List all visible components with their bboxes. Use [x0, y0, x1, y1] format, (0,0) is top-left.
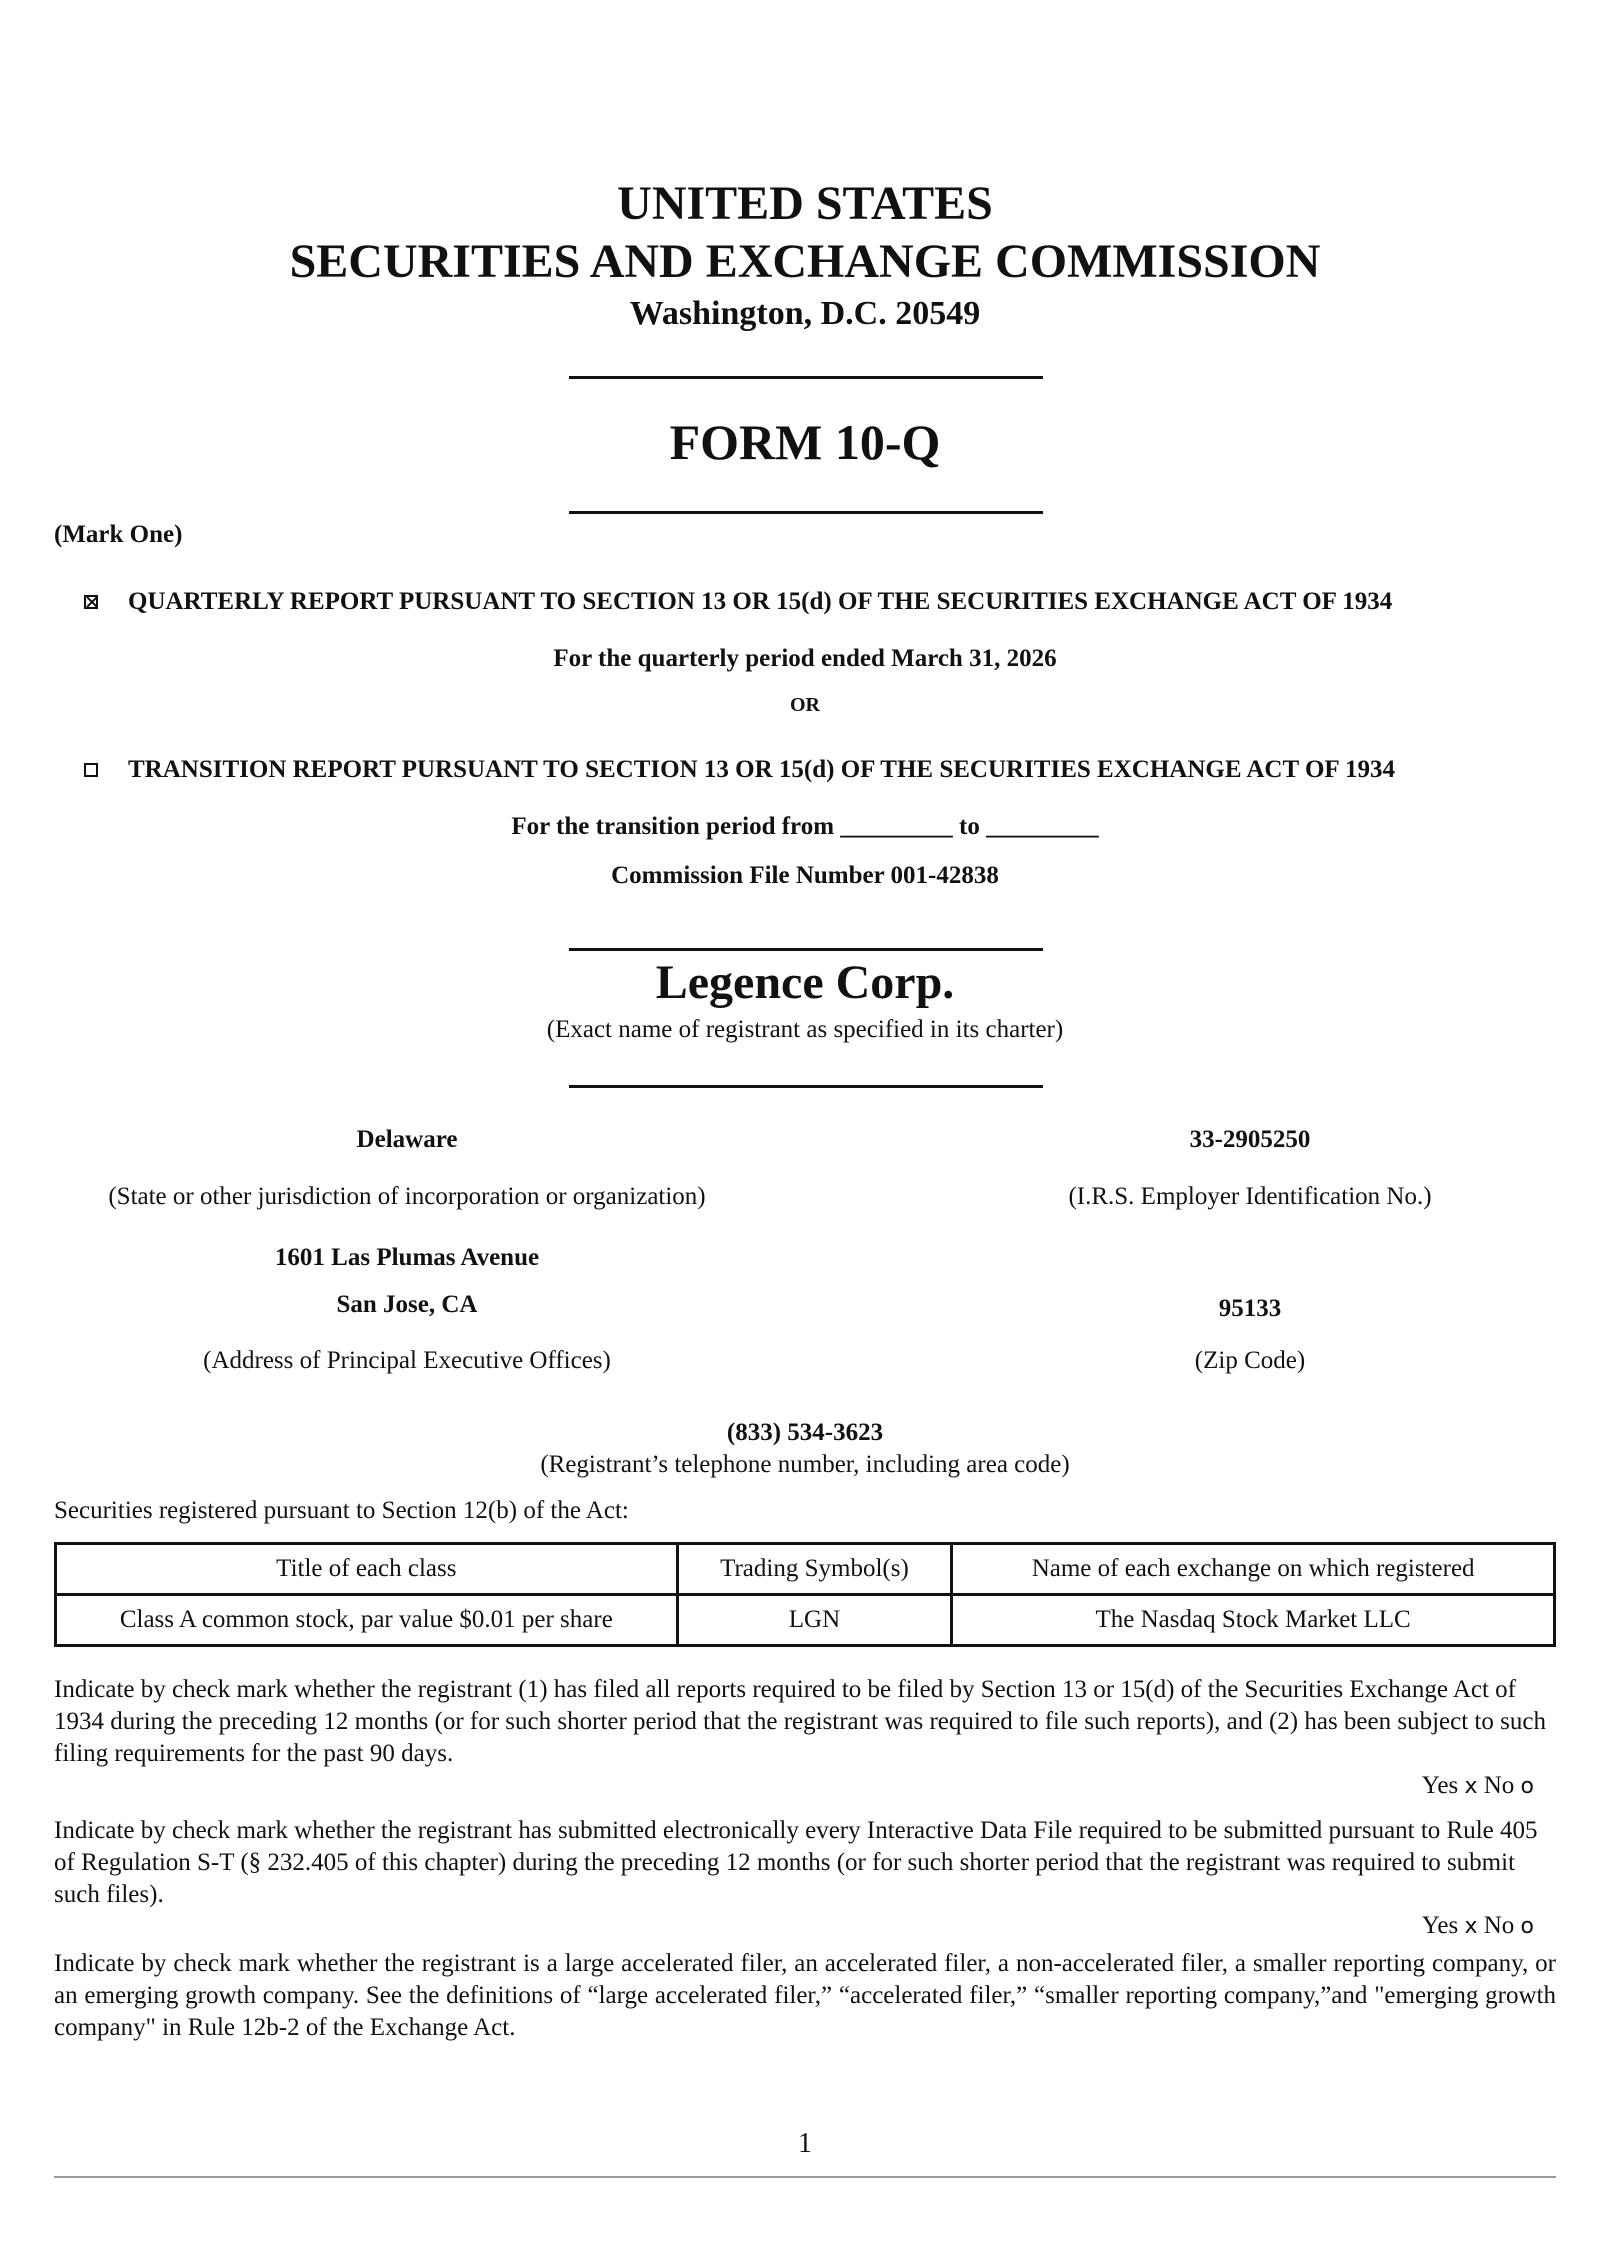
- zip-code: 95133: [1218, 1295, 1282, 1322]
- question-filer-status: Indicate by check mark whether the registrant is a large accelerated filer, an accelerated filer, a non-accelerated filer, a smaller reporting company, or an emerging growth company. See the definitions of “large accelerated filer,” “accelerated filer,” “smaller reporting company,”and "emerging growth company" in Rule 12b-2 of the Exchange Act.: [54, 1950, 1556, 2041]
- divider: [569, 948, 1043, 951]
- divider: [569, 376, 1043, 379]
- yes-label: Yes: [1421, 1772, 1459, 1799]
- or-separator: OR: [790, 694, 820, 716]
- quarterly-period: For the quarterly period ended March 31, 2026: [553, 645, 1057, 672]
- table-header-row: [56, 1544, 1555, 1595]
- no-label: No: [1483, 1912, 1515, 1939]
- irs-number: 33-2905250: [1189, 1126, 1311, 1153]
- address-caption: (Address of Principal Executive Offices): [203, 1347, 611, 1374]
- no-mark: o: [1520, 1774, 1534, 1799]
- table-cell: The Nasdaq Stock Market LLC: [952, 1595, 1555, 1646]
- divider: [569, 1085, 1043, 1088]
- page-number: 1: [798, 2128, 812, 2159]
- registrant-name: Legence Corp.: [655, 956, 955, 1009]
- header-agency: SECURITIES AND EXCHANGE COMMISSION: [289, 235, 1321, 288]
- unchecked-box-icon: [84, 763, 98, 777]
- question-interactive-data: Indicate by check mark whether the registrant has submitted electronically every Interactive Data File required to be submitted pursuant to Rule 405 of Regulation S-T (§ 232.405 of this chapter) during the preceding 12 months (or for such shorter period that the registrant was required to submit such files).: [54, 1817, 1538, 1908]
- address-line-2: San Jose, CA: [336, 1291, 478, 1318]
- interactive-data-answer: [1422, 1911, 1534, 1942]
- periodic-reports-answer: [1422, 1771, 1534, 1802]
- transition-period: For the transition period from _________ to _________: [511, 813, 1099, 840]
- transition-report-option: [84, 755, 1395, 785]
- no-label: No: [1483, 1772, 1515, 1799]
- registrant-name-caption: (Exact name of registrant as specified in its charter): [546, 1016, 1064, 1043]
- mark-one-label: (Mark One): [54, 521, 183, 548]
- securities-table: [54, 1542, 1556, 1647]
- securities-intro: Securities registered pursuant to Section 12(b) of the Act:: [54, 1497, 629, 1524]
- table-row: [56, 1595, 1555, 1646]
- no-mark: o: [1520, 1914, 1534, 1939]
- quarterly-report-label: QUARTERLY REPORT PURSUANT TO SECTION 13 OR 15(d) OF THE SECURITIES EXCHANGE ACT OF 1934: [128, 588, 1393, 615]
- yes-mark: x: [1464, 1914, 1478, 1939]
- quarterly-report-option: [84, 587, 1392, 617]
- divider: [569, 511, 1043, 514]
- checked-box-icon: [84, 595, 98, 609]
- table-cell: LGN: [677, 1595, 952, 1646]
- document-page: [54, 0, 1556, 2264]
- header-country: UNITED STATES: [617, 177, 993, 230]
- table-cell: Class A common stock, par value $0.01 per share: [56, 1595, 678, 1646]
- table-header-cell: Name of each exchange on which registered: [952, 1544, 1555, 1595]
- question-periodic-reports: Indicate by check mark whether the registrant (1) has filed all reports required to be filed by Section 13 or 15(d) of the Securities Exchange Act of 1934 during the preceding 12 months (or for such shorter period that the registrant was required to file such reports), and (2) has been subject to such filing requirements for the past 90 days.: [54, 1676, 1546, 1767]
- transition-report-label: TRANSITION REPORT PURSUANT TO SECTION 13 OR 15(d) OF THE SECURITIES EXCHANGE ACT OF 1934: [128, 756, 1395, 783]
- commission-file-number: Commission File Number 001-42838: [611, 862, 999, 889]
- address-line-1: 1601 Las Plumas Avenue: [274, 1244, 540, 1271]
- telephone-number: (833) 534-3623: [726, 1419, 884, 1446]
- table-header-cell: Title of each class: [56, 1544, 678, 1595]
- zip-caption: (Zip Code): [1194, 1347, 1306, 1374]
- header-location: Washington, D.C. 20549: [629, 295, 981, 332]
- irs-caption: (I.R.S. Employer Identification No.): [1068, 1183, 1432, 1210]
- state-caption: (State or other jurisdiction of incorporation or organization): [108, 1183, 706, 1210]
- form-title: FORM 10-Q: [669, 414, 941, 470]
- yes-label: Yes: [1421, 1912, 1459, 1939]
- yes-mark: x: [1464, 1774, 1478, 1799]
- footer-divider: [54, 2176, 1556, 2178]
- table-header-cell: Trading Symbol(s): [677, 1544, 952, 1595]
- telephone-caption: (Registrant’s telephone number, including area code): [540, 1451, 1070, 1478]
- state-of-incorporation: Delaware: [356, 1126, 458, 1153]
